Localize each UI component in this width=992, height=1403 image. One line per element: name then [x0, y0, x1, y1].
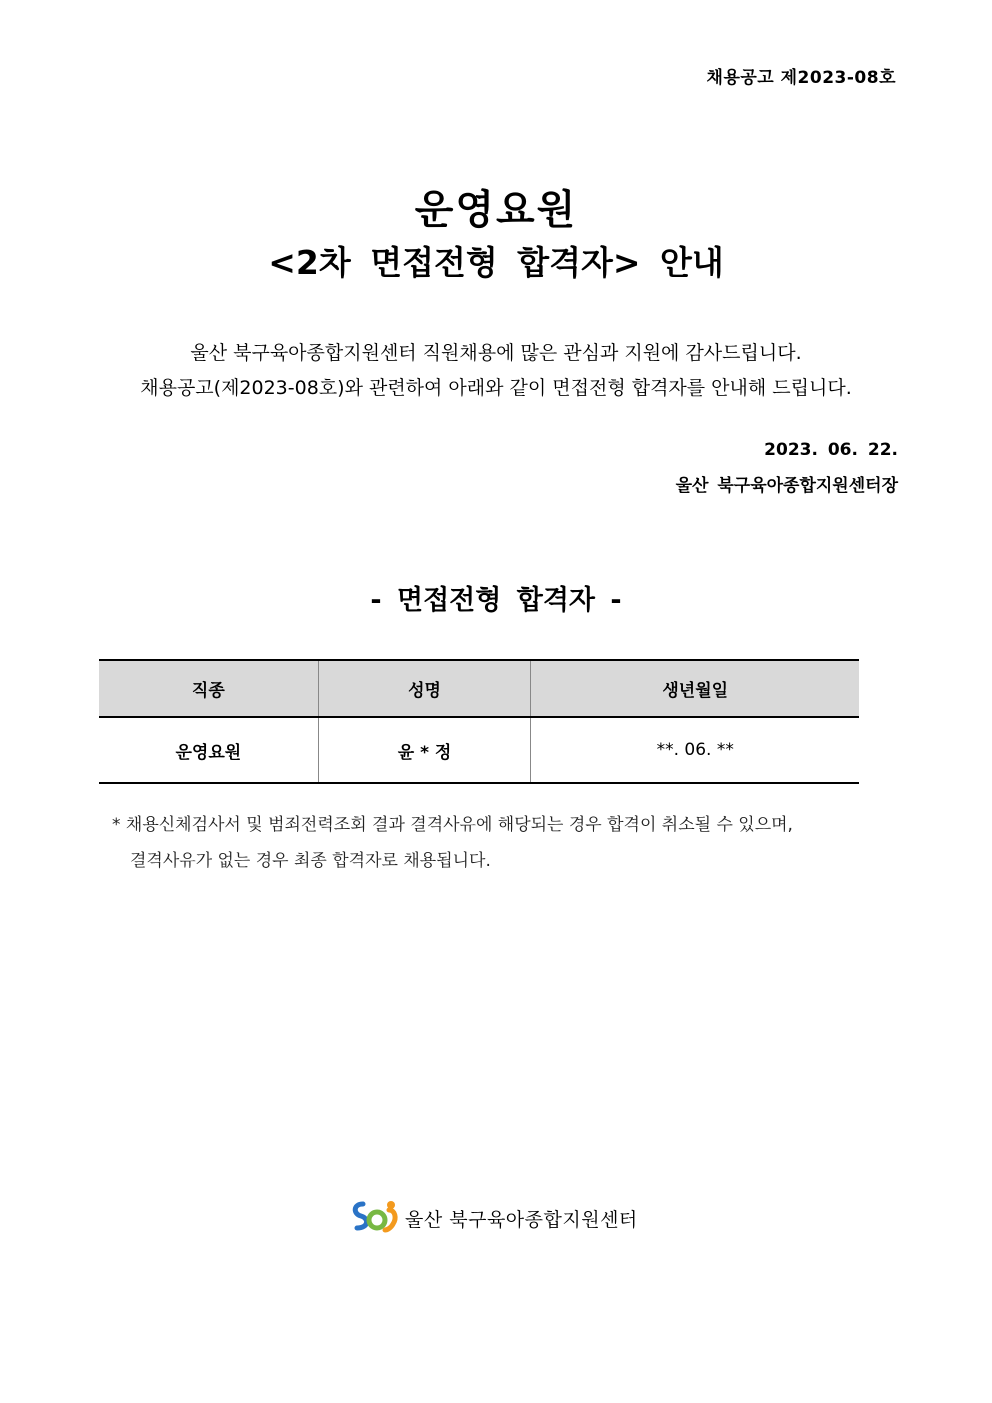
page-subtitle: <2차 면접전형 합격자> 안내 — [268, 243, 724, 282]
section-title: - 면접전형 합격자 - — [370, 585, 622, 616]
cell-name: 윤 * 정 — [318, 717, 531, 783]
issuer-name: 울산 북구육아종합지원센터장 — [675, 476, 898, 496]
intro-line-2: 채용공고(제2023-08호)와 관련하여 아래와 같이 면접전형 합격자를 안내해 드립니다. — [140, 377, 852, 399]
header-job: 직종 — [99, 660, 318, 717]
header-name: 성명 — [318, 660, 531, 717]
intro-line-1: 울산 북구육아종합지원센터 직원채용에 많은 관심과 지원에 감사드립니다. — [190, 342, 802, 364]
table-row — [99, 717, 859, 783]
center-logo-icon — [349, 1198, 401, 1238]
page-title: 운영요원 — [414, 187, 578, 233]
header-birthdate: 생년월일 — [531, 660, 859, 717]
issue-date: 2023. 06. 22. — [764, 440, 898, 460]
note-line-1: * 채용신체검사서 및 범죄전력조회 결과 결격사유에 해당되는 경우 합격이 취소될 수 있으며, — [112, 815, 793, 835]
note-line-2: 결격사유가 없는 경우 최종 합격자로 채용됩니다. — [130, 851, 491, 871]
notice-number: 채용공고 제2023-08호 — [706, 68, 896, 88]
cell-job: 운영요원 — [99, 717, 318, 783]
footer-logo-text: 울산 북구육아종합지원센터 — [405, 1208, 638, 1231]
result-table — [99, 659, 859, 784]
cell-birthdate: **. 06. ** — [531, 717, 859, 783]
footer-logo — [349, 1200, 638, 1236]
table-header-row — [99, 660, 859, 717]
